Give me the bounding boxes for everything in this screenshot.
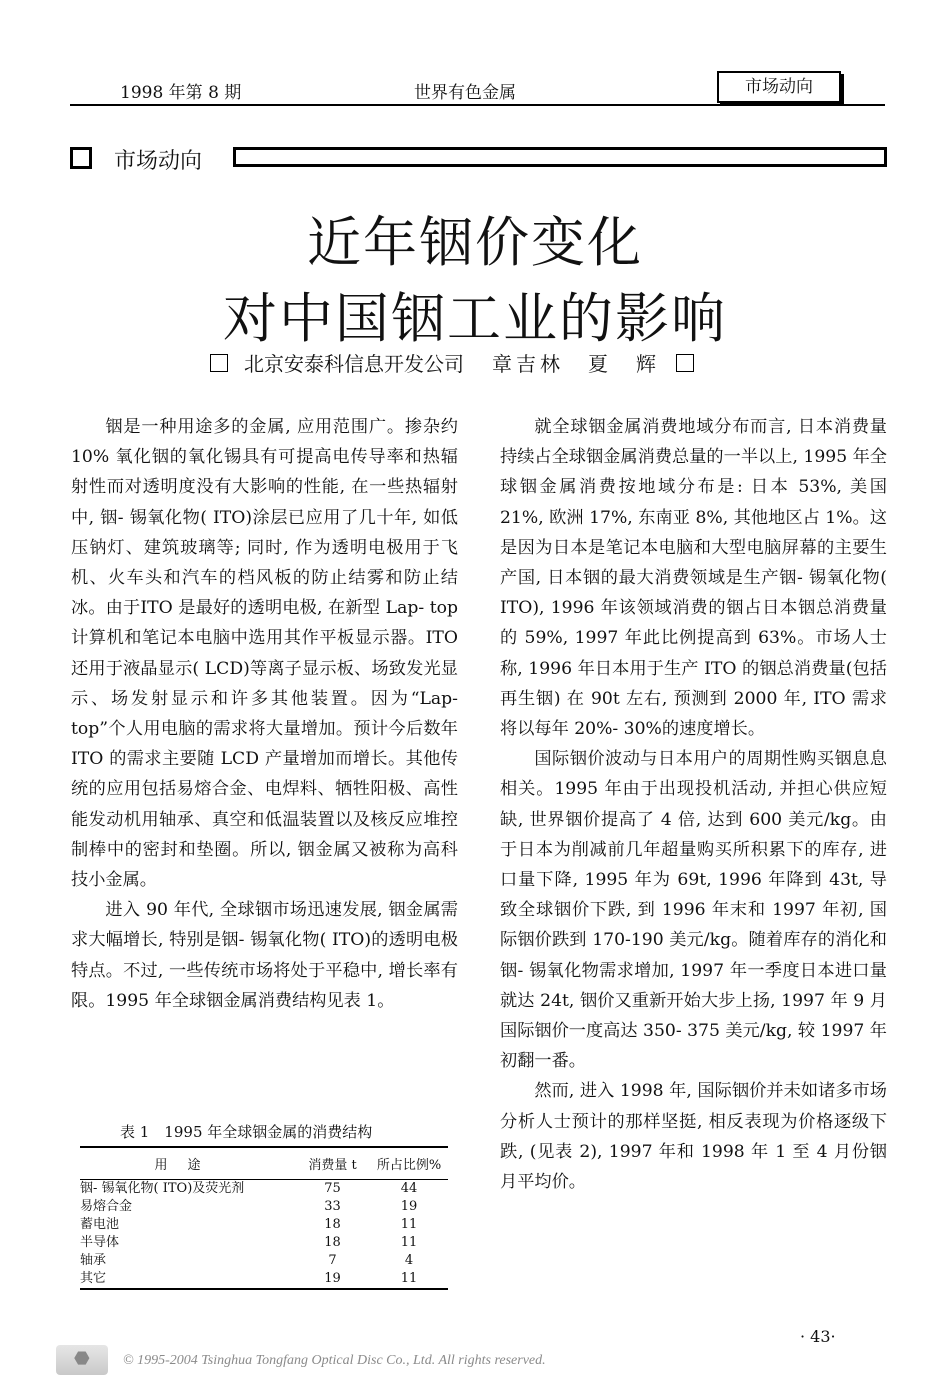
- cell-use: 易熔合金: [80, 1199, 133, 1214]
- table-row: [80, 1180, 448, 1199]
- table-row: [80, 1252, 448, 1270]
- section-label: 市场动向: [114, 149, 203, 174]
- byline: [210, 348, 750, 377]
- table-caption: 表 1 1995 年全球铟金属的消费结构: [120, 1123, 373, 1141]
- cell-percent: 44: [400, 1181, 418, 1196]
- cell-percent: 11: [400, 1235, 418, 1250]
- section-box: 市场动向: [717, 71, 841, 103]
- title-line-1: 近年铟价变化: [307, 211, 643, 274]
- section-square-icon: [70, 147, 92, 169]
- cell-tonnes: 33: [324, 1199, 341, 1214]
- paragraph: 就全球铟金属消费地域分布而言, 日本消费量持续占全球铟金属消费总量的一半以上, 1995 年全球铟金属消费按地域分布是: 日本 53%, 美国 21%, 欧洲 17%, 东南亚 8%, 其他地区占 1%。这是因为日本是笔记本电脑和大型电脑屏幕的主要生产国, 日本铟的最大消费领域是生产铟- 锡氧化物( ITO), 1996 年该领域消费的铟占日本铟总消费量的 59%, 1997 年此比例提高到 63%。市场人士称, 1996 年日本用于生产 ITO 的铟总消费量(包括再生铟) 在 90t 左右, 预测到 2000 年, ITO 需求将以每年 20%- 30%的速度增长。: [500, 417, 887, 740]
- cell-tonnes: 19: [295, 1270, 370, 1289]
- right-column: [500, 412, 887, 1197]
- page-number: · 43·: [800, 1327, 836, 1346]
- section-bar: [233, 147, 887, 167]
- paragraph: 国际铟价波动与日本用户的周期性购买铟息息相关。1995 年由于出现投机活动, 并担心供应短缺, 世界铟价提高了 4 倍, 达到 600 美元/kg。由于日本为削减前几年超量购买所积累下的库存, 进口量下降, 1995 年为 69t, 1996 年降到 43t, 导致全球铟价下跌, 到 1996 年末和 1997 年初, 国际铟价跌到 170-190 美元/kg。随着库存的消化和铟- 锡氧化物需求增加, 1997 年一季度日本进口量就达 24t, 铟价又重新开始大步上扬, 1997 年 9 月国际铟价一度高达 350- 375 美元/kg, 较 1997 年初翻一番。: [500, 749, 887, 1072]
- issue-label: 1998 年第 8 期: [120, 83, 242, 103]
- header-rule: [70, 104, 885, 106]
- cell-percent: 11: [370, 1270, 448, 1289]
- table-header: 用途: [80, 1147, 295, 1180]
- square-icon: [210, 354, 228, 372]
- cell-use: 铟- 锡氧化物( ITO)及荧光剂: [80, 1181, 245, 1196]
- cell-percent: 19: [400, 1199, 418, 1214]
- copyright-notice: © 1995-2004 Tsinghua Tongfang Optical Disc Co., Ltd. All rights reserved.: [123, 1353, 546, 1368]
- title-line-2: 对中国铟工业的影响: [223, 287, 727, 350]
- cell-tonnes: 75: [324, 1181, 341, 1196]
- cell-tonnes: 7: [328, 1253, 337, 1268]
- left-column: [71, 412, 458, 1016]
- cell-use: 其它: [80, 1270, 295, 1289]
- cell-use: 半导体: [80, 1235, 120, 1250]
- cell-use: 轴承: [80, 1253, 107, 1268]
- byline-org: 北京安泰科信息开发公司: [244, 352, 464, 376]
- cell-percent: 11: [400, 1217, 418, 1232]
- table-row: [80, 1198, 448, 1216]
- byline-authors: 章吉林 夏 辉: [492, 352, 660, 376]
- journal-name: 世界有色金属: [414, 83, 516, 103]
- cell-tonnes: 18: [324, 1235, 341, 1250]
- table-header: 所占比例%: [370, 1147, 448, 1180]
- paragraph: 进入 90 年代, 全球铟市场迅速发展, 铟金属需求大幅增长, 特别是铟- 锡氧化物( ITO)的透明电极特点。不过, 一些传统市场将处于平稳中, 增长率有限。1995 年全球铟金属消费结构见表 1。: [71, 900, 458, 1011]
- consumption-table: [80, 1146, 448, 1290]
- table-row: [80, 1216, 448, 1234]
- table-header: 消费量 t: [295, 1147, 370, 1180]
- paragraph: 然而, 进入 1998 年, 国际铟价并未如诸多市场分析人士预计的那样坚挺, 相反表现为价格逐级下跌, (见表 2), 1997 年和 1998 年 1 至 4 月份铟月平均价。: [500, 1081, 887, 1193]
- cell-percent: 4: [404, 1253, 414, 1268]
- paragraph: 铟是一种用途多的金属, 应用范围广。掺杂约 10% 氧化铟的氧化锡具有可提高电传导率和热辐射性而对透明度没有大影响的性能, 在一些热辐射中, 铟- 锡氧化物( ITO)涂层已应用了几十年, 如低压钠灯、建筑玻璃等; 同时, 作为透明电极用于飞机、火车头和汽车的档风板的防止结雾和防止结冰。由于ITO 是最好的透明电极, 在新型 Lap- top计算机和笔记本电脑中选用其作平板显示器。ITO 还用于液晶显示( LCD)等离子显示板、场致发光显示、场发射显示和许多其他装置。因为“Lap- top”个人用电脑的需求将大量增加。预计今后数年 ITO 的需求主要随 LCD 产量增加而增长。其他传统的应用包括易熔合金、电焊料、牺牲阳极、高性能发动机用轴承、真空和低温装置以及核反应堆控制棒中的密封和垫圈。所以, 铟金属又被称为高科技小金属。: [71, 417, 458, 891]
- square-icon: [676, 354, 694, 372]
- logo-mark-icon: ⬣: [74, 1348, 90, 1369]
- publisher-logo-icon: [56, 1345, 108, 1375]
- table-row: [80, 1270, 448, 1289]
- cell-use: 蓄电池: [80, 1217, 120, 1232]
- table-row: [80, 1234, 448, 1252]
- cell-tonnes: 18: [324, 1217, 341, 1232]
